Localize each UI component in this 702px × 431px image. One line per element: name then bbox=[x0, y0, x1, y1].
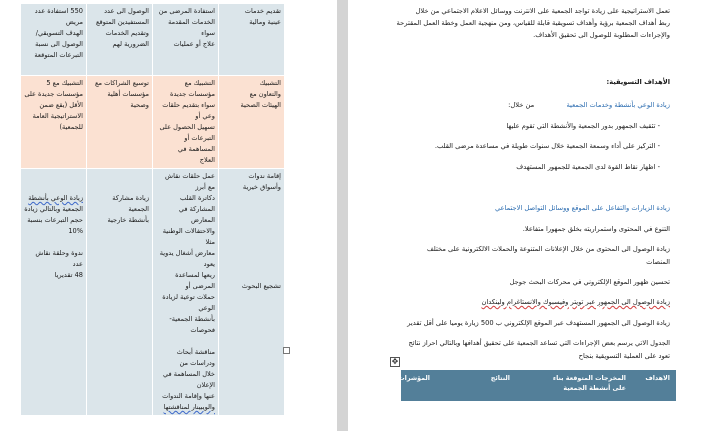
marketing-goals-heading: الأهداف التسويقية: bbox=[606, 78, 670, 86]
cell-text-line: والويبينار لمناقشتها bbox=[163, 403, 215, 411]
cell-text-line: عينية ومالية bbox=[249, 18, 281, 26]
cell-text-line bbox=[222, 226, 281, 237]
goal1-heading-line bbox=[508, 100, 670, 111]
goal2-heading: زيادة الزيارات والتفاعل على الموقع ووسائل التواصل الاجتماعي bbox=[494, 204, 670, 212]
cell-text-line bbox=[222, 193, 281, 204]
marketing-plan-table[interactable] bbox=[20, 3, 285, 416]
cell-text-line: والاحتفالات الوطنية مثلا bbox=[162, 227, 215, 246]
left-page bbox=[0, 0, 337, 431]
cell-text-line: عنها وإقامة الندوات bbox=[162, 392, 215, 400]
table-cell[interactable] bbox=[21, 4, 87, 76]
header-indicators: المؤشرات bbox=[398, 374, 430, 382]
cell-text-line: الأقل (يقع ضمن bbox=[39, 101, 83, 109]
cell-text-line: استفادة المرضى من bbox=[158, 7, 215, 15]
cell-text-line: مؤسسات جديدة على bbox=[24, 90, 83, 98]
header-expected-outputs-line1: المخرجات المتوقعة بناء bbox=[552, 374, 626, 382]
goal2-line: تحسين ظهور الموقع الإلكتروني في محركات البحث جوجل bbox=[509, 278, 670, 286]
cell-text-line: تشجيع البحوث bbox=[241, 282, 281, 290]
goal2-line: التنوع في المحتوى واستمراريته بخلق جمهورا متفاعلا. bbox=[522, 225, 670, 233]
cell-text-line: سواء بتقديم حلقات وعي أو bbox=[162, 101, 215, 120]
cell-text-line: والتعاون مع bbox=[249, 90, 281, 98]
marketing-plan-table-container bbox=[20, 3, 285, 411]
goal2-line: زيادة الوصول الى الجمهور المستهدف عبر الموقع الإلكتروني ب 500 زيارة يوميا على أقل تقدير bbox=[407, 319, 670, 327]
goal1-item: - تثقيف الجمهور بدور الجمعية والأنشطة التي تقوم عليها bbox=[506, 122, 660, 130]
table-cell[interactable] bbox=[87, 4, 153, 76]
cell-text-line: معارض أشغال يدوية يعود bbox=[159, 249, 215, 268]
cell-text-line bbox=[90, 182, 149, 193]
table-move-handle[interactable]: ✥ bbox=[391, 357, 399, 366]
cell-text-line: الخدمات المقدمة سواء bbox=[168, 18, 215, 37]
intro-line: ربط أهداف الجمعية برؤية وأهداف تسويقية قابلة للقياس، ومن منهجية العمل وخطة العمل المقترحة bbox=[396, 19, 670, 27]
cell-text-line: تسهيل الحصول على bbox=[159, 123, 215, 131]
cell-text-line: التشبيك مع مؤسسات جديدة bbox=[170, 79, 215, 98]
cell-text-line: التبرعات المتوقعة bbox=[34, 51, 83, 59]
cell-text-line: الهيئات الصحية bbox=[240, 101, 281, 109]
cell-text-line: دكاترة القلب bbox=[180, 194, 215, 202]
table-row bbox=[21, 4, 285, 76]
table-cell[interactable] bbox=[219, 4, 285, 76]
cell-text-line: العلاج bbox=[199, 156, 215, 164]
table-row bbox=[21, 169, 285, 416]
cell-text-line bbox=[222, 270, 281, 281]
table-cell[interactable] bbox=[153, 76, 219, 169]
cell-text-line: زيادة مشاركة الجمعية bbox=[112, 194, 149, 213]
goal1-item: - التركيز على أداء وسمعة الجمعية خلال سنوات طويلة في مساعدة مرضى القلب. bbox=[434, 142, 660, 150]
cell-text-line bbox=[222, 248, 281, 259]
cell-text-line: 10% bbox=[68, 227, 83, 235]
cell-text-line bbox=[156, 336, 215, 347]
cell-text-line: زيادة الوعي بأنشطة bbox=[28, 194, 83, 202]
cell-text-line: مؤسسات أهلية bbox=[107, 90, 149, 98]
cell-text-line: حملات توعية لزيادة الوعي bbox=[162, 293, 215, 312]
goal1-through: من خلال: bbox=[508, 101, 535, 109]
cell-text-line bbox=[222, 237, 281, 248]
cell-text-line: الوصول الى عدد bbox=[104, 7, 149, 15]
table-cell[interactable] bbox=[21, 76, 87, 169]
cell-text-line: الهدف التسويقي/ bbox=[35, 29, 83, 37]
cell-text-line: عمل حلقات نقاش مع أبرز bbox=[165, 172, 215, 191]
intro-line: والإجراءات المطلوبة للوصول الى تحقيق الأهداف. bbox=[533, 31, 670, 39]
cell-text-line bbox=[222, 215, 281, 226]
cell-text-line: التشبيك مع 5 bbox=[46, 79, 83, 87]
cell-text-line: للجمعية) bbox=[59, 123, 83, 131]
cell-text-line: الوصول الى نسبة bbox=[35, 40, 83, 48]
cell-text-line: علاج أو عمليات bbox=[173, 40, 215, 48]
cell-text-line: تقديم خدمات bbox=[244, 7, 281, 15]
cell-text-line bbox=[24, 171, 83, 182]
header-expected-outputs-line2: على أنشطة الجمعية bbox=[563, 384, 626, 392]
cell-text-line: وأسواق خيرية bbox=[242, 183, 281, 191]
table-row bbox=[21, 76, 285, 169]
cell-text-line: وتقديم الخدمات bbox=[105, 29, 149, 37]
goal2-line: زيادة الوصول الى المحتوى من خلال الإعلانات المتنوعة والحملات الالكترونية على مختلف bbox=[426, 245, 670, 253]
cell-text-line: 48 تقديريا bbox=[54, 271, 83, 279]
table-cell[interactable] bbox=[21, 169, 87, 416]
goal2-line: زيادة الوصول الى الجمهور عبر تويتر وفيسبوك والانستاغرام ولينكدان bbox=[481, 298, 670, 306]
cell-text-line bbox=[222, 204, 281, 215]
actions-table-header[interactable] bbox=[398, 370, 676, 401]
cell-text-line bbox=[24, 237, 83, 248]
cell-text-line: بأنشطة الجمعية- bbox=[169, 315, 215, 323]
table-cell[interactable] bbox=[219, 169, 285, 416]
table-resize-handle[interactable] bbox=[283, 347, 290, 354]
goal2-line: تعود على العملية التسويقية بنجاح bbox=[578, 352, 670, 360]
goal2-line: الجدول الاتي يرسم بعض الإجراءات التي تساعد الجمعية على تحقيق أهدافها وبالتالي احراز نتائج bbox=[408, 339, 670, 347]
cell-text-line bbox=[222, 259, 281, 270]
intro-line: تعمل الاستراتيجية على زيادة تواجد الجمعية على الانترنت ووسائل الاعلام الاجتماعي من خلال bbox=[415, 7, 670, 15]
cell-text-line: وصحية bbox=[130, 101, 149, 109]
cell-text-line: إقامة ندوات bbox=[248, 172, 281, 180]
cell-text-line: خلال المساهمة في الإعلان bbox=[162, 370, 215, 389]
table-cell[interactable] bbox=[219, 76, 285, 169]
table-cell[interactable] bbox=[87, 169, 153, 416]
cell-text-line: الضرورية لهم bbox=[112, 40, 149, 48]
cell-text-line: ندوة وحلقة نقاش عدد bbox=[35, 249, 83, 268]
cell-text-line: الاستراتيجية العامة bbox=[32, 112, 83, 120]
cell-text-line: التبرعات أو المساهمة في bbox=[177, 134, 215, 153]
cell-text-line: المستفيدين المتوقع bbox=[96, 18, 149, 26]
goal2-line: المنصات bbox=[646, 258, 670, 266]
cell-text-line: مريض bbox=[65, 18, 83, 26]
cell-text-line: 550 استفادة عدد bbox=[34, 7, 83, 15]
table-cell[interactable] bbox=[87, 76, 153, 169]
cell-text-line: فحوصات bbox=[190, 326, 215, 334]
table-cell small[interactable] bbox=[153, 169, 219, 416]
cell-text-line: الجمعية وبالتالي زيادة bbox=[24, 205, 83, 213]
right-page bbox=[348, 0, 702, 431]
cell-text-line bbox=[90, 171, 149, 182]
header-goals: الاهداف bbox=[645, 374, 670, 382]
header-results: النتائج bbox=[490, 374, 510, 382]
table-cell[interactable] bbox=[153, 4, 219, 76]
goal1-heading: زيادة الوعي بأنشطة وخدمات الجمعية bbox=[566, 101, 670, 109]
cell-text-line: المشاركة في المعارض bbox=[178, 205, 215, 224]
cell-text-line: مناقشة أبحاث ودراسات من bbox=[176, 348, 215, 367]
cell-text-line: التشبيك bbox=[259, 79, 281, 87]
cell-text-line: حجم التبرعات بنسبة bbox=[27, 216, 83, 224]
cell-text-line: ريعها لمساعدة المرضى أو bbox=[175, 271, 215, 290]
cell-text-line bbox=[24, 182, 83, 193]
cell-text-line: بأنشطة خارجية bbox=[107, 216, 149, 224]
cell-text-line: توسيع الشراكات مع bbox=[94, 79, 149, 87]
header-expected-outputs bbox=[553, 373, 626, 393]
goal1-item: - اظهار نقاط القوة لدى الجمعية للجمهور المستهدف bbox=[516, 163, 660, 171]
